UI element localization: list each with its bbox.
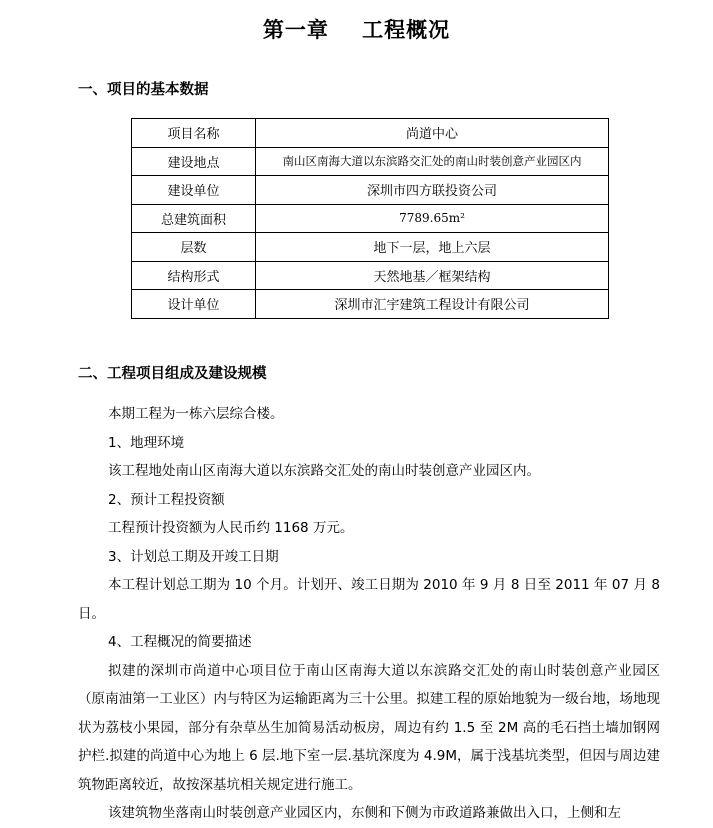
row-value: 尚道中心 — [256, 119, 609, 148]
item-title-schedule: 3、计划总工期及开竣工日期 — [108, 548, 279, 565]
table-row — [132, 204, 609, 233]
item-text-schedule: 本工程计划总工期为 10 个月。计划开、竣工日期为 2010 年 9 月 8 日至 2011 年 07 月 8 日。 — [78, 577, 660, 622]
table-row — [132, 119, 609, 148]
row-label: 设计单位 — [132, 290, 256, 319]
section-heading-basic-data: 一、项目的基本数据 — [78, 82, 209, 98]
table-row — [132, 176, 609, 205]
body-text-block — [78, 400, 660, 828]
item-text-geography: 该工程地处南山区南海大道以东滨路交汇处的南山时装创意产业园区内。 — [108, 463, 540, 479]
page-title: 第一章 工程概况 — [262, 17, 451, 42]
overview-paragraph: 拟建的深圳市尚道中心项目位于南山区南海大道以东滨路交汇处的南山时装创意产业园区（原南油第一工业区）内与特区为运输距离为三十公里。拟建工程的原始地貌为一级台地，场地现状为荔枝小果园，部分有杂草丛生加简易活动板房，周边有约 1.5 至 2M 高的毛石挡土墙加钢网护栏.拟建的尚道中心为地上 6 层.地下室一层.基坑深度为 4.9M，属于浅基坑类型，但因与周边建筑物距离较近，故按深基坑相关规定进行施工。 — [78, 662, 660, 793]
row-label: 结构形式 — [132, 261, 256, 290]
row-label: 建设地点 — [132, 147, 256, 176]
intro-paragraph: 本期工程为一栋六层综合楼。 — [108, 406, 284, 422]
row-label: 总建筑面积 — [132, 204, 256, 233]
table-row — [132, 233, 609, 262]
item-title-overview: 4、工程概况的简要描述 — [108, 634, 252, 650]
row-value: 7789.65m² — [256, 204, 609, 233]
row-label: 项目名称 — [132, 119, 256, 148]
item-title-geography: 1、地理环境 — [108, 434, 185, 451]
row-value: 深圳市汇宇建筑工程设计有限公司 — [256, 290, 609, 319]
row-value: 地下一层，地上六层 — [256, 233, 609, 262]
row-value: 南山区南海大道以东滨路交汇处的南山时装创意产业园区内 — [256, 147, 609, 176]
table-row — [132, 290, 609, 319]
item-title-investment: 2、预计工程投资额 — [108, 491, 225, 508]
row-label: 层数 — [132, 233, 256, 262]
row-value: 深圳市四方联投资公司 — [256, 176, 609, 205]
row-value: 天然地基／框架结构 — [256, 261, 609, 290]
section-heading-composition: 二、工程项目组成及建设规模 — [78, 366, 267, 382]
overview-paragraph-continued: 该建筑物坐落南山时装创意产业园区内，东侧和下侧为市政道路兼做出入口，上侧和左 — [108, 805, 621, 821]
project-info-table — [131, 118, 609, 319]
row-label: 建设单位 — [132, 176, 256, 205]
item-text-investment: 工程预计投资额为人民币约 1168 万元。 — [108, 520, 354, 536]
table-row — [132, 261, 609, 290]
table-row — [132, 147, 609, 176]
